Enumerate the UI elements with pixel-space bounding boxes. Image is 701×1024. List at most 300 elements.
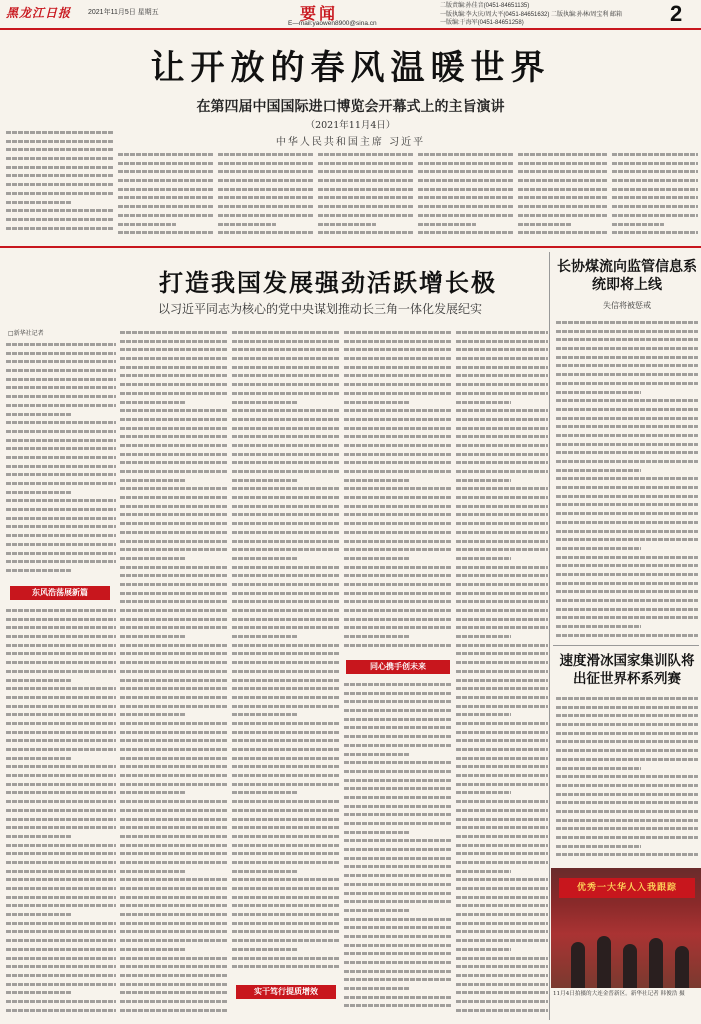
feature-section-label: 同心携手创未来	[346, 660, 450, 674]
text-line	[232, 754, 340, 763]
text-line	[6, 884, 116, 893]
text-line	[556, 631, 698, 640]
text-line	[344, 406, 452, 415]
text-line	[218, 167, 314, 176]
feature-body-column	[6, 606, 116, 1018]
side-story-body	[556, 318, 698, 640]
text-line	[556, 553, 698, 562]
feature-body-column	[344, 680, 452, 1018]
lead-body-column	[318, 150, 414, 238]
text-line	[6, 615, 116, 624]
text-line	[344, 432, 452, 441]
text-line	[118, 185, 214, 194]
text-line	[344, 889, 452, 898]
text-line	[120, 788, 185, 797]
text-line	[456, 754, 548, 763]
text-line	[556, 361, 698, 370]
text-line	[556, 587, 698, 596]
text-line	[232, 606, 340, 615]
newspaper-logo: 黑龙江日报	[6, 6, 72, 20]
text-line	[218, 185, 314, 194]
text-line	[6, 710, 116, 719]
text-line	[218, 176, 314, 185]
text-line	[456, 519, 548, 528]
text-line	[232, 676, 340, 685]
text-line	[556, 518, 698, 527]
text-line	[344, 623, 452, 632]
text-line	[556, 850, 698, 859]
text-line	[456, 971, 548, 980]
text-line	[344, 975, 452, 984]
text-line	[344, 897, 452, 906]
text-line	[344, 563, 452, 572]
text-line	[232, 797, 340, 806]
text-line	[232, 493, 340, 502]
text-line	[344, 758, 452, 767]
text-line	[556, 422, 698, 431]
text-line	[6, 154, 114, 163]
text-line	[456, 406, 548, 415]
text-line	[232, 641, 340, 650]
text-line	[518, 176, 608, 185]
text-line	[456, 832, 548, 841]
text-line	[120, 997, 228, 1006]
text-line	[232, 519, 340, 528]
text-line	[456, 893, 548, 902]
text-line	[120, 441, 228, 450]
text-line	[232, 458, 340, 467]
page-number: 2	[670, 1, 683, 26]
text-line	[556, 509, 698, 518]
text-line	[120, 1006, 228, 1015]
text-line	[6, 436, 116, 445]
text-line	[344, 810, 452, 819]
text-line	[344, 941, 452, 950]
text-line	[6, 224, 114, 233]
text-line	[456, 841, 548, 850]
editor-line: 二版责编:孙佳音(0451-84651135)	[440, 3, 530, 9]
text-line	[6, 206, 114, 215]
text-line	[556, 570, 698, 579]
text-line	[344, 363, 452, 372]
text-line	[456, 432, 548, 441]
text-line	[232, 380, 340, 389]
text-line	[344, 984, 409, 993]
text-line	[456, 901, 548, 910]
text-line	[6, 531, 116, 540]
text-line	[456, 771, 548, 780]
photo-figure	[649, 938, 663, 988]
text-line	[120, 797, 228, 806]
text-line	[120, 450, 228, 459]
text-line	[556, 613, 698, 622]
text-line	[456, 545, 548, 554]
text-line	[612, 193, 698, 202]
editor-line: 一版执编:李大庆/周大平(0451-84651632) 二版执编:孙林/周宝利 邮箱	[440, 11, 623, 18]
text-line	[456, 728, 548, 737]
text-line	[556, 755, 698, 764]
text-line	[232, 684, 340, 693]
text-line	[6, 137, 114, 146]
text-line	[118, 193, 214, 202]
text-line	[612, 228, 698, 237]
text-line	[6, 496, 116, 505]
text-line	[456, 858, 548, 867]
text-line	[120, 867, 185, 876]
text-line	[612, 159, 698, 168]
text-line	[456, 476, 511, 485]
text-line	[344, 415, 452, 424]
text-line	[232, 467, 340, 476]
text-line	[232, 649, 340, 658]
text-line	[556, 807, 698, 816]
text-line	[232, 658, 340, 667]
text-line	[456, 667, 548, 676]
text-line	[344, 476, 409, 485]
text-line	[232, 441, 340, 450]
text-line	[120, 901, 228, 910]
text-line	[120, 945, 185, 954]
text-line	[456, 441, 548, 450]
feature-byline: □新华社记者	[8, 330, 44, 337]
text-line	[232, 354, 340, 363]
text-line	[232, 450, 340, 459]
text-line	[6, 505, 116, 514]
feature-headline: 打造我国发展强劲活跃增长极	[159, 269, 497, 297]
text-line	[120, 623, 228, 632]
text-line	[6, 971, 116, 980]
text-line	[344, 571, 452, 580]
text-line	[6, 427, 116, 436]
text-line	[556, 720, 698, 729]
text-line	[318, 228, 414, 237]
text-line	[6, 549, 116, 558]
text-line	[556, 431, 698, 440]
text-line	[318, 185, 414, 194]
text-line	[120, 667, 228, 676]
text-line	[456, 658, 548, 667]
text-line	[518, 211, 608, 220]
text-line	[418, 150, 514, 159]
text-line	[120, 954, 228, 963]
text-line	[120, 528, 228, 537]
text-line	[232, 484, 340, 493]
text-line	[344, 380, 452, 389]
text-line	[344, 993, 452, 1002]
text-line	[344, 906, 409, 915]
text-line	[6, 719, 116, 728]
text-line	[6, 557, 116, 566]
text-line	[456, 797, 548, 806]
text-line	[456, 988, 548, 997]
text-line	[456, 415, 548, 424]
text-line	[6, 470, 116, 479]
text-line	[118, 176, 214, 185]
text-line	[120, 919, 228, 928]
text-line	[6, 867, 116, 876]
lead-body-column	[612, 150, 698, 238]
text-line	[556, 561, 698, 570]
text-line	[120, 702, 228, 711]
text-line	[556, 353, 698, 362]
text-line	[6, 632, 116, 641]
text-line	[232, 954, 340, 963]
text-line	[218, 193, 314, 202]
text-line	[6, 684, 116, 693]
text-line	[344, 493, 452, 502]
column-divider	[549, 252, 550, 1020]
photo-figure	[623, 944, 637, 988]
text-line	[118, 228, 214, 237]
text-line	[344, 819, 452, 828]
feature-section-label: 实干笃行提质增效	[236, 985, 336, 999]
photo-figure	[675, 946, 689, 988]
text-line	[456, 980, 548, 989]
text-line	[6, 901, 116, 910]
text-line	[418, 228, 514, 237]
text-line	[556, 764, 641, 773]
text-line	[318, 159, 414, 168]
text-line	[344, 689, 452, 698]
text-line	[6, 823, 116, 832]
text-line	[344, 441, 452, 450]
text-line	[418, 211, 514, 220]
text-line	[120, 780, 228, 789]
text-line	[120, 510, 228, 519]
text-line	[556, 816, 698, 825]
feature-body-column	[344, 328, 452, 654]
lead-body-column	[518, 150, 608, 238]
text-line	[612, 185, 698, 194]
lead-headline: 让开放的春风温暖世界	[150, 48, 551, 88]
text-line	[232, 693, 340, 702]
text-line	[6, 163, 114, 172]
text-line	[120, 615, 228, 624]
lead-body-column	[418, 150, 514, 238]
lead-author: 中华人民共和国主席 习近平	[275, 137, 426, 148]
text-line	[232, 875, 340, 884]
text-line	[232, 510, 340, 519]
text-line	[344, 1001, 452, 1010]
text-line	[232, 502, 340, 511]
text-line	[120, 832, 228, 841]
text-line	[556, 746, 698, 755]
text-line	[6, 606, 116, 615]
text-line	[556, 440, 698, 449]
text-line	[232, 893, 340, 902]
text-line	[6, 927, 116, 936]
text-line	[6, 962, 116, 971]
text-line	[6, 910, 72, 919]
text-line	[232, 962, 340, 971]
text-line	[232, 832, 340, 841]
text-line	[232, 815, 340, 824]
text-line	[232, 901, 340, 910]
text-line	[456, 510, 548, 519]
text-line	[556, 694, 698, 703]
text-line	[6, 745, 116, 754]
text-line	[6, 479, 116, 488]
text-line	[456, 684, 548, 693]
text-line	[6, 736, 116, 745]
photo-figure	[597, 936, 611, 988]
text-line	[118, 159, 214, 168]
text-line	[344, 328, 452, 337]
text-line	[344, 398, 409, 407]
text-line	[232, 623, 340, 632]
text-line	[518, 202, 608, 211]
text-line	[120, 641, 228, 650]
text-line	[232, 389, 340, 398]
text-line	[456, 467, 548, 476]
text-line	[344, 715, 452, 724]
text-line	[120, 649, 228, 658]
text-line	[456, 371, 548, 380]
text-line	[6, 841, 116, 850]
text-line	[456, 389, 548, 398]
text-line	[556, 527, 698, 536]
text-line	[344, 741, 452, 750]
text-line	[6, 145, 114, 154]
text-line	[344, 802, 452, 811]
text-line	[418, 202, 514, 211]
text-line	[6, 849, 116, 858]
text-line	[6, 514, 116, 523]
text-line	[120, 502, 228, 511]
text-line	[120, 537, 228, 546]
text-line	[556, 824, 698, 833]
text-line	[120, 589, 228, 598]
text-line	[120, 754, 228, 763]
text-line	[456, 849, 548, 858]
text-line	[6, 832, 72, 841]
text-line	[456, 867, 511, 876]
text-line	[518, 220, 572, 229]
text-line	[344, 450, 452, 459]
text-line	[456, 623, 548, 632]
text-line	[120, 389, 228, 398]
text-line	[344, 354, 452, 363]
text-line	[232, 406, 340, 415]
text-line	[120, 875, 228, 884]
text-line	[344, 632, 409, 641]
text-line	[456, 702, 548, 711]
text-line	[556, 370, 698, 379]
text-line	[556, 622, 641, 631]
text-line	[232, 398, 297, 407]
text-line	[556, 842, 641, 851]
lead-subheadline: 在第四届中国国际进口博览会开幕式上的主旨演讲	[196, 99, 505, 115]
text-line	[344, 615, 452, 624]
text-line	[120, 519, 228, 528]
text-line	[456, 641, 548, 650]
section-divider	[0, 246, 701, 248]
text-line	[556, 605, 698, 614]
text-line	[120, 936, 228, 945]
text-line	[6, 806, 116, 815]
text-line	[120, 927, 228, 936]
text-line	[556, 448, 698, 457]
text-line	[456, 554, 511, 563]
text-line	[232, 537, 340, 546]
text-line	[344, 484, 452, 493]
text-line	[556, 535, 698, 544]
text-line	[120, 554, 185, 563]
text-line	[6, 649, 116, 658]
text-line	[232, 597, 340, 606]
text-line	[456, 693, 548, 702]
text-line	[120, 962, 228, 971]
text-line	[118, 211, 214, 220]
text-line	[6, 522, 116, 531]
text-line	[456, 458, 548, 467]
text-line	[120, 858, 228, 867]
text-line	[120, 728, 228, 737]
text-line	[556, 798, 698, 807]
text-line	[456, 1006, 548, 1015]
text-line	[120, 988, 228, 997]
text-line	[6, 453, 116, 462]
text-line	[232, 780, 340, 789]
text-line	[120, 328, 228, 337]
feature-body-column	[6, 340, 116, 580]
text-line	[344, 784, 452, 793]
text-line	[118, 150, 214, 159]
text-line	[344, 680, 452, 689]
text-line	[218, 228, 314, 237]
text-line	[344, 958, 452, 967]
text-line	[344, 597, 452, 606]
text-line	[556, 335, 698, 344]
text-line	[456, 450, 548, 459]
feature-section-label: 东风浩荡展新篇	[10, 586, 110, 600]
text-line	[120, 849, 228, 858]
text-line	[456, 780, 548, 789]
text-line	[344, 697, 452, 706]
text-line	[456, 615, 548, 624]
text-line	[612, 150, 698, 159]
text-line	[6, 410, 72, 419]
text-line	[6, 997, 116, 1006]
text-line	[456, 806, 548, 815]
text-line	[232, 580, 340, 589]
text-line	[120, 467, 228, 476]
text-line	[344, 915, 452, 924]
text-line	[6, 919, 116, 928]
text-line	[120, 658, 228, 667]
lead-date-line: （2021年11月4日）	[305, 120, 396, 131]
text-line	[556, 790, 698, 799]
text-line	[418, 185, 514, 194]
text-line	[120, 606, 228, 615]
text-line	[456, 927, 548, 936]
text-line	[456, 823, 548, 832]
text-line	[612, 202, 698, 211]
text-line	[556, 772, 698, 781]
text-line	[456, 997, 548, 1006]
side-story-body	[556, 694, 698, 862]
text-line	[344, 836, 452, 845]
text-line	[456, 537, 548, 546]
text-line	[232, 710, 297, 719]
text-line	[518, 167, 608, 176]
text-line	[120, 580, 228, 589]
text-line	[6, 762, 116, 771]
text-line	[232, 945, 297, 954]
text-line	[6, 215, 114, 224]
photo-banner: 优秀一大华人入我跟踪	[559, 878, 695, 898]
text-line	[456, 345, 548, 354]
